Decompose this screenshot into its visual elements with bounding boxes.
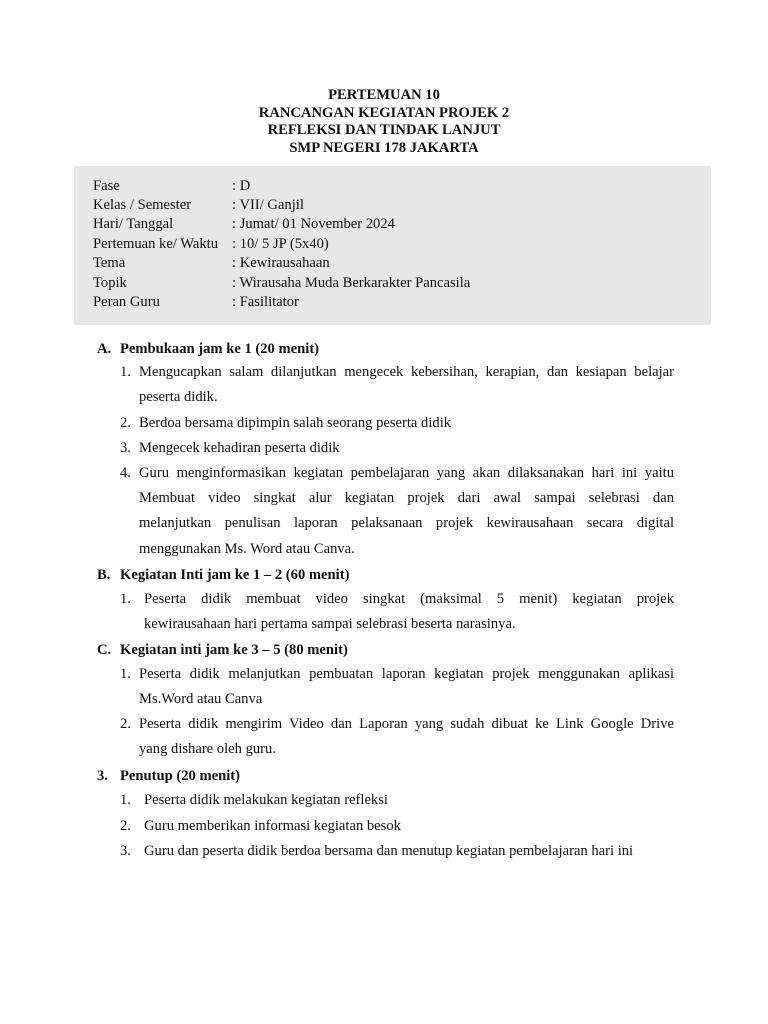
item-line: peserta didik. [139, 389, 218, 406]
section-marker: B. [97, 567, 111, 583]
list-item [120, 814, 674, 839]
info-row-kelas [93, 196, 304, 215]
item-line: yang dishare oleh guru. [139, 741, 276, 758]
item-line: Guru menginformasikan kegiatan pembelajaran yang akan dilaksanakan hari ini yaitu [139, 465, 674, 481]
info-label: Topik [93, 275, 127, 291]
info-label: Pertemuan ke/ Waktu [93, 236, 219, 252]
item-line: Mengecek kehadiran peserta didik [139, 440, 340, 456]
info-row-fase [93, 177, 250, 196]
item-number: 1. [120, 364, 131, 380]
info-value: : Fasilitator [232, 294, 299, 310]
section-marker: C. [97, 642, 112, 658]
list-item [120, 839, 674, 864]
section-heading-core-1 [97, 566, 349, 584]
item-text [139, 461, 674, 562]
info-value: : Wirausaha Muda Berkarakter Pancasila [232, 275, 471, 291]
item-number: 1. [120, 666, 131, 682]
item-line: Ms.Word atau Canva [139, 691, 263, 708]
item-text [144, 788, 674, 813]
section-heading-core-2 [97, 641, 348, 659]
list-item [120, 360, 674, 410]
item-line: Guru memberikan informasi kegiatan besok [144, 818, 401, 834]
info-label: Fase [93, 178, 120, 194]
info-label: Tema [93, 255, 126, 271]
item-line: melanjutkan penulisan laporan pelaksanaan projek kewirausahaan secara digital [139, 515, 674, 532]
info-row-pertemuan [93, 235, 329, 254]
list-item [120, 587, 674, 637]
section-title: Penutup (20 menit) [120, 768, 240, 784]
item-line: Peserta didik mengirim Video dan Laporan yang sudah dibuat ke Link Google Drive [139, 716, 674, 732]
title-line-meeting: PERTEMUAN 10 [328, 87, 440, 103]
item-line: Peserta didik membuat video singkat (maksimal 5 menit) kegiatan projek [144, 591, 674, 607]
info-label: Kelas / Semester [93, 197, 192, 213]
item-line: Guru dan peserta didik berdoa bersama dan menutup kegiatan pembelajaran hari ini [144, 843, 634, 859]
item-number: 3. [120, 843, 131, 859]
section-marker: A. [97, 341, 112, 357]
section-title: Kegiatan Inti jam ke 1 – 2 (60 menit) [120, 567, 350, 583]
section-marker: 3. [97, 768, 108, 784]
info-value: : D [232, 178, 251, 194]
title-line-plan: RANCANGAN KEGIATAN PROJEK 2 [258, 104, 510, 121]
info-value: : VII/ Ganjil [232, 197, 304, 213]
list-item [120, 712, 674, 762]
info-row-tanggal [93, 215, 395, 234]
item-text [139, 712, 674, 762]
info-value: : 10/ 5 JP (5x40) [232, 236, 329, 252]
item-line: Peserta didik melakukan kegiatan refleksi [144, 792, 388, 808]
item-line: Berdoa bersama dipimpin salah seorang peserta didik [139, 415, 452, 431]
list-item [120, 662, 674, 712]
item-number: 2. [120, 818, 131, 834]
info-row-topik [93, 274, 470, 293]
item-text [144, 839, 674, 864]
item-number: 4. [120, 465, 131, 481]
list-item [120, 436, 674, 461]
item-number: 2. [120, 415, 131, 431]
item-line: menggunakan Ms. Word atau Canva. [139, 540, 355, 557]
item-number: 1. [120, 792, 131, 808]
info-label: Hari/ Tanggal [93, 216, 174, 232]
section-heading-closing [97, 767, 240, 785]
list-item [120, 461, 674, 562]
item-line: kewirausahaan hari pertama sampai selebrasi beserta narasinya. [144, 616, 516, 633]
item-text [139, 436, 674, 461]
item-text [144, 814, 674, 839]
item-text [139, 411, 674, 436]
item-text [144, 587, 674, 637]
info-row-peran-guru [93, 293, 299, 312]
section-heading-opening [97, 340, 319, 358]
item-number: 3. [120, 440, 131, 456]
info-box [74, 166, 711, 325]
list-item [120, 411, 674, 436]
section-title: Kegiatan inti jam ke 3 – 5 (80 menit) [120, 642, 348, 658]
info-value: : Kewirausahaan [232, 255, 330, 271]
item-line: Membuat video singkat alur kegiatan projek dari awal sampai selebrasi dan [139, 490, 674, 507]
info-label: Peran Guru [93, 294, 160, 310]
item-text [139, 360, 674, 410]
item-line: Mengucapkan salam dilanjutkan mengecek kebersihan, kerapian, dan kesiapan belajar [139, 364, 674, 380]
item-number: 2. [120, 716, 131, 732]
list-item [120, 788, 674, 813]
item-text [139, 662, 674, 712]
document-title [0, 87, 768, 157]
info-value: : Jumat/ 01 November 2024 [232, 216, 395, 232]
title-line-reflection: REFLEKSI DAN TINDAK LANJUT [267, 122, 501, 138]
info-row-tema [93, 254, 330, 273]
title-line-school: SMP NEGERI 178 JAKARTA [289, 139, 479, 156]
item-line: Peserta didik melanjutkan pembuatan laporan kegiatan projek menggunakan aplikasi [139, 666, 674, 682]
section-title: Pembukaan jam ke 1 (20 menit) [120, 341, 320, 357]
item-number: 1. [120, 591, 131, 607]
